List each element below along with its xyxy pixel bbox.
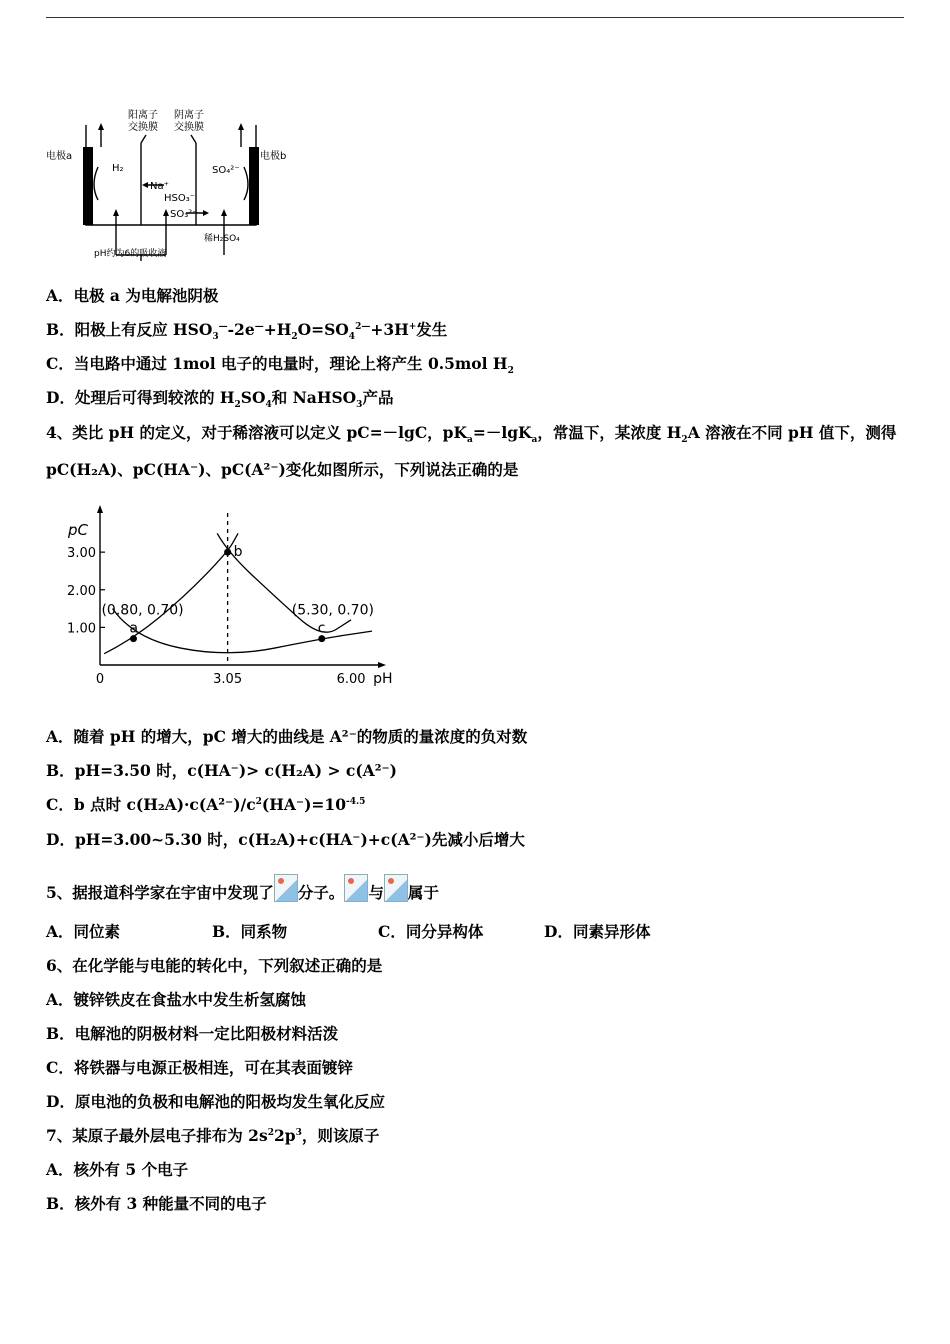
na-label: Na⁺ (150, 181, 169, 192)
q5-stem: 5、据报道科学家在宇宙中发现了 分子。 与 属于 (46, 874, 439, 903)
q3-option-a: A．电极 a 为电解池阴极 (46, 286, 219, 305)
q4-stem-line2: pC(H₂A)、pC(HA⁻)、pC(A²⁻)变化如图所示，下列说法正确的是 (46, 460, 519, 479)
point-annotation-c: (5.30, 0.70) (291, 602, 374, 619)
q3-option-d: D．处理后可得到较浓的 $H_2SO_4$和 NaHSO$_3$产品 (46, 388, 394, 411)
q4-option-a: A．随着 pH 的增大，pC 增大的曲线是 A²⁻的物质的量浓度的负对数 (46, 727, 528, 746)
q4-option-d: D．pH=3.00~5.30 时，c(H₂A)+c(HA⁻)+c(A²⁻)先减小后增大 (46, 830, 525, 849)
q6-stem: 6、在化学能与电能的转化中，下列叙述正确的是 (46, 956, 383, 975)
x-axis-label: pH (373, 671, 393, 687)
y-tick-label: 3.00 (67, 546, 96, 562)
molecule-image-2 (344, 874, 368, 902)
dilute-h2so4-label: 稀H₂SO₄ (204, 234, 240, 244)
q4-stem-line1: 4、类比 pH 的定义，对于稀溶液可以定义 pC=－lgC，$pK_a=-\lg K_a$，常温下，某浓度 $H_2A$ 溶液在不同 pH 值下，测得 (46, 423, 897, 446)
q5-option-b: B．同系物 (212, 922, 288, 941)
so3-label: SO₃²⁻ (170, 209, 198, 220)
so4-label: SO₄²⁻ (212, 165, 240, 176)
cation-membrane-label-2: 交换膜 (128, 122, 158, 133)
molecule-image-1 (274, 874, 298, 902)
point-annotation-a: (0.80, 0.70) (101, 602, 184, 619)
q5-options (46, 922, 710, 942)
q6-option-a: A．镀锌铁皮在食盐水中发生析氢腐蚀 (46, 990, 307, 1009)
anion-membrane-label-2: 交换膜 (174, 122, 204, 133)
q4-option-b: B．pH=3.50 时，c(HA⁻)> c(H₂A) > c(A²⁻) (46, 761, 398, 780)
pc-curve-0 (104, 533, 238, 653)
y-axis-label: pC (68, 521, 88, 539)
h2-label: H₂ (112, 163, 124, 174)
q5-option-a: A．同位素 (46, 922, 121, 941)
molecule-image-3 (384, 874, 408, 902)
header-rule (46, 17, 904, 18)
hso3-label: HSO₃⁻ (164, 193, 196, 204)
x-axis-arrow (378, 662, 386, 668)
x-tick-label: 3.05 (213, 672, 243, 687)
anion-membrane-label-1: 阴离子 (174, 110, 204, 121)
y-tick-label: 2.00 (67, 583, 96, 599)
x-tick-label: 6.00 (336, 672, 366, 687)
q5-option-c: C．同分异构体 (378, 922, 484, 941)
q6-option-b: B．电解池的阴极材料一定比阳极材料活泼 (46, 1024, 339, 1043)
point-label-c: c (317, 620, 326, 637)
q4-option-c: C．b 点时 $c(H_2A)\cdot c(A^{2-})/c^2(HA^-)=10^{-4.5}$ (46, 795, 366, 814)
cation-membrane-label-1: 阳离子 (128, 110, 158, 121)
q6-option-d: D．原电池的负极和电解池的阳极均发生氧化反应 (46, 1092, 385, 1111)
y-tick-label: 1.00 (67, 621, 96, 637)
q7-option-a: A．核外有 5 个电子 (46, 1160, 189, 1179)
q6-option-c: C．将铁器与电源正极相连，可在其表面镀锌 (46, 1058, 353, 1077)
point-b (224, 549, 231, 556)
electrode-b-label: 电极b (260, 151, 287, 162)
pc-ph-chart (60, 505, 393, 695)
q7-stem: 7、某原子最外层电子排布为 $2s^22p^3$，则该原子 (46, 1126, 380, 1145)
q3-option-c: C．当电路中通过 1mol 电子的电量时，理论上将产生 0.5mol $H_2$ (46, 354, 514, 377)
absorb-liquid-label: pH约为6的吸收液 (94, 249, 167, 259)
q5-option-d: D．同素异形体 (544, 922, 651, 941)
electrolysis-figure (46, 105, 306, 265)
x-tick-label: 0 (95, 672, 105, 687)
electrode-a-label: 电极a (46, 151, 73, 162)
q3-option-b: B．阳极上有反应 $HSO_3^—-2e^—+H_2O=SO_4^{2—}+3H^+$发生 (46, 320, 448, 343)
point-label-b: b (233, 544, 243, 561)
q7-option-b: B．核外有 3 种能量不同的电子 (46, 1194, 267, 1213)
point-label-a: a (129, 620, 139, 637)
y-axis-arrow (97, 505, 103, 513)
